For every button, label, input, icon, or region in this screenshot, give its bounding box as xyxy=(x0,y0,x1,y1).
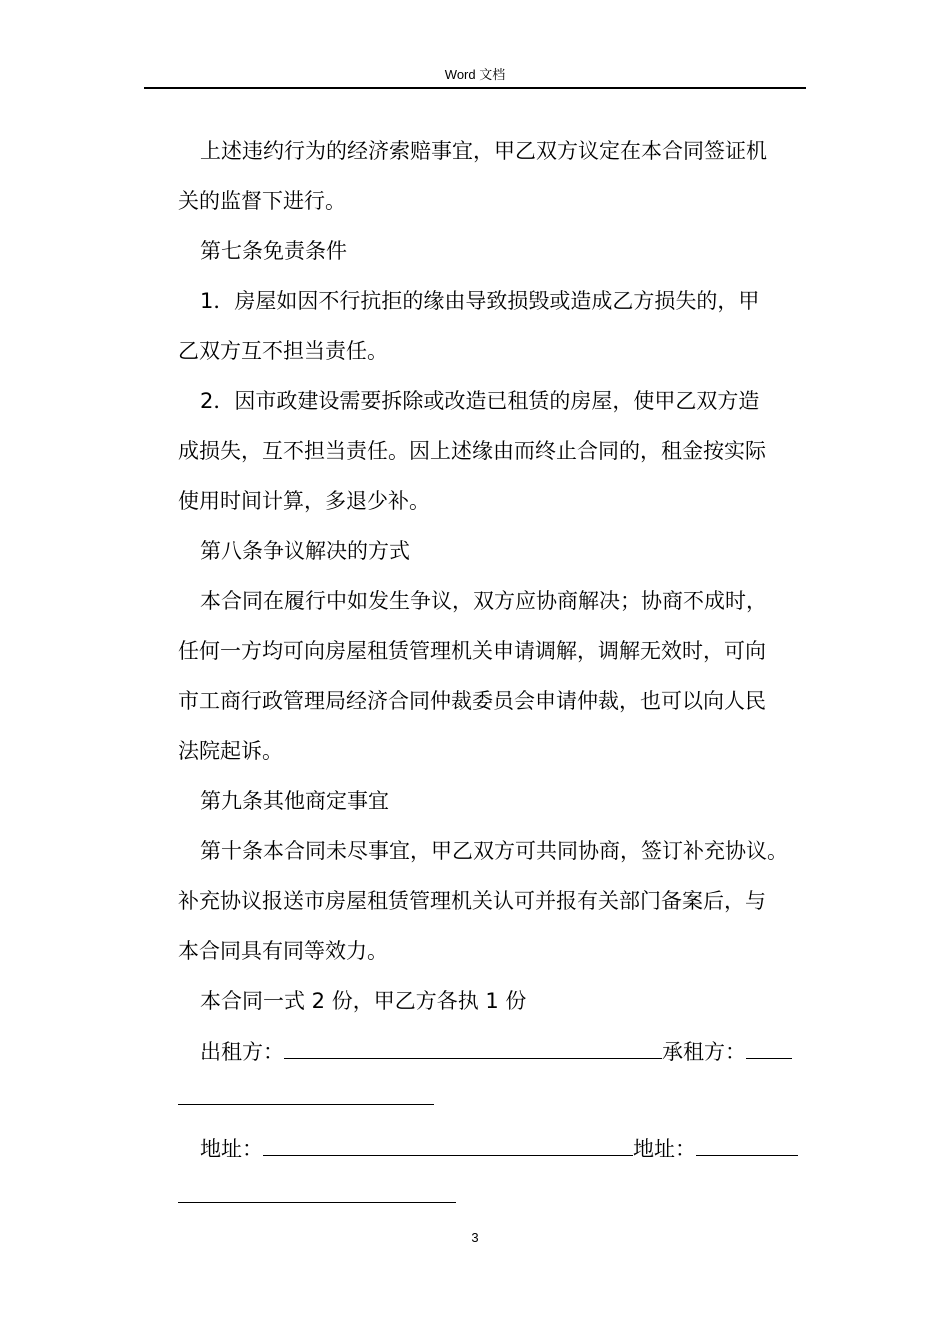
lessee-signature-field-continued[interactable] xyxy=(178,1082,434,1105)
paragraph-line: 本合同在履行中如发生争议，双方应协商解决；协商不成时， xyxy=(200,589,767,613)
paragraph-line: 1．房屋如因不行抗拒的缘由导致损毁或造成乙方损失的，甲 xyxy=(200,289,760,313)
paragraph-line: 2．因市政建设需要拆除或改造已租赁的房屋，使甲乙双方造 xyxy=(200,389,760,413)
clause-heading: 第八条争议解决的方式 xyxy=(200,539,410,563)
lessee-address-field[interactable] xyxy=(696,1133,798,1156)
signature-row-addresses xyxy=(200,1133,798,1164)
paragraph-line: 任何一方均可向房屋租赁管理机关申请调解，调解无效时，可向 xyxy=(178,639,766,663)
paragraph-line: 补充协议报送市房屋租赁管理机关认可并报有关部门备案后，与 xyxy=(178,889,766,913)
paragraph-line: 关的监督下进行。 xyxy=(178,189,346,213)
header-divider xyxy=(144,87,806,89)
signature-continuation xyxy=(178,1082,434,1113)
clause-heading: 第七条免责条件 xyxy=(200,239,347,263)
address-continuation xyxy=(178,1180,456,1211)
page-number: 3 xyxy=(471,1230,479,1245)
paragraph-line: 市工商行政管理局经济合同仲裁委员会申请仲裁，也可以向人民 xyxy=(178,689,766,713)
lessor-address-field[interactable] xyxy=(263,1133,633,1156)
lessee-address-label: 地址： xyxy=(633,1137,696,1161)
lessor-address-label: 地址： xyxy=(200,1137,263,1161)
lessee-signature-field[interactable] xyxy=(746,1036,792,1059)
paragraph-line: 本合同一式 2 份，甲乙方各执 1 份 xyxy=(200,989,527,1013)
paragraph-line: 使用时间计算，多退少补。 xyxy=(178,489,430,513)
clause-heading: 第九条其他商定事宜 xyxy=(200,789,389,813)
paragraph-line: 本合同具有同等效力。 xyxy=(178,939,388,963)
paragraph-line: 法院起诉。 xyxy=(178,739,283,763)
lessee-label: 承租方： xyxy=(662,1040,746,1064)
paragraph-line: 成损失，互不担当责任。因上述缘由而终止合同的，租金按实际 xyxy=(178,439,766,463)
lessee-address-field-continued[interactable] xyxy=(178,1180,456,1203)
lessor-label: 出租方： xyxy=(200,1040,284,1064)
paragraph-line: 第十条本合同未尽事宜，甲乙双方可共同协商，签订补充协议。 xyxy=(200,839,788,863)
paragraph-line: 上述违约行为的经济索赔事宜，甲乙双方议定在本合同签证机 xyxy=(200,139,767,163)
signature-row-parties xyxy=(200,1036,792,1067)
paragraph-line: 乙双方互不担当责任。 xyxy=(178,339,388,363)
lessor-signature-field[interactable] xyxy=(284,1036,662,1059)
document-header: Word 文档 xyxy=(444,67,506,82)
